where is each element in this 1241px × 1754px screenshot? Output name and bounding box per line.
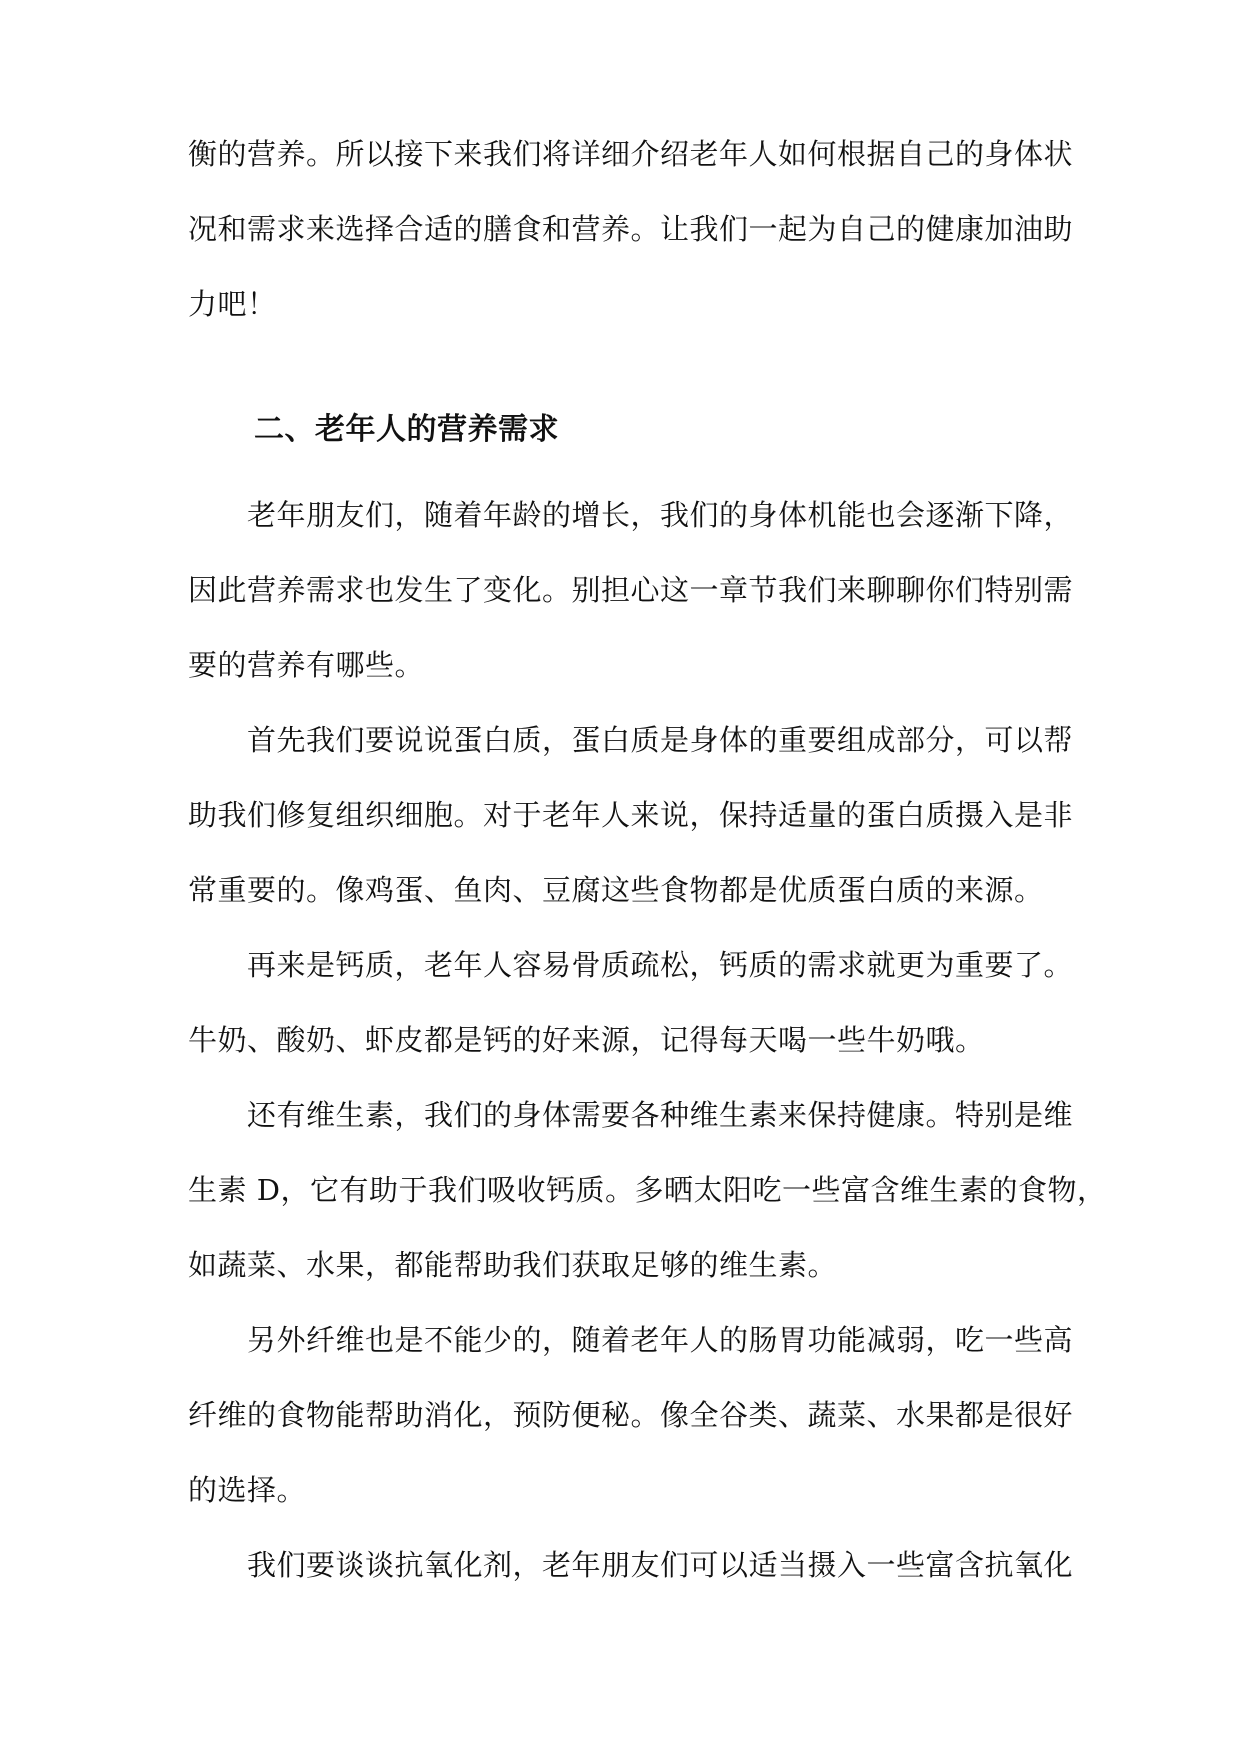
paragraph-aging-needs bbox=[188, 478, 1074, 703]
paragraph-line: 牛奶、酸奶、虾皮都是钙的好来源，记得每天喝一些牛奶哦。 bbox=[188, 1023, 985, 1057]
paragraph-line: 还有维生素，我们的身体需要各种维生素来保持健康。特别是维 bbox=[247, 1098, 1074, 1132]
paragraph-line: 再来是钙质，老年人容易骨质疏松，钙质的需求就更为重要了。 bbox=[247, 948, 1074, 982]
paragraph-line: 因此营养需求也发生了变化。别担心这一章节我们来聊聊你们特别需 bbox=[188, 573, 1074, 607]
paragraph-line: 我们要谈谈抗氧化剂，老年朋友们可以适当摄入一些富含抗氧化 bbox=[247, 1548, 1074, 1582]
intro-line-2: 况和需求来选择合适的膳食和营养。让我们一起为自己的健康加油助 bbox=[188, 212, 1074, 246]
paragraph-line: 要的营养有哪些。 bbox=[188, 648, 425, 682]
intro-paragraph bbox=[188, 117, 1074, 342]
paragraph-line: 生素 D，它有助于我们吸收钙质。多晒太阳吃一些富含维生素的食物， bbox=[188, 1173, 1107, 1207]
paragraph-line: 的选择。 bbox=[188, 1473, 307, 1507]
intro-line-3: 力吧！ bbox=[188, 287, 277, 321]
section-heading: 二、老年人的营养需求 bbox=[254, 412, 559, 447]
paragraph-line: 常重要的。像鸡蛋、鱼肉、豆腐这些食物都是优质蛋白质的来源。 bbox=[188, 873, 1044, 907]
paragraph-calcium bbox=[188, 928, 1074, 1078]
paragraph-fiber bbox=[188, 1303, 1074, 1528]
paragraph-line: 首先我们要说说蛋白质，蛋白质是身体的重要组成部分，可以帮 bbox=[247, 723, 1074, 757]
paragraph-line: 纤维的食物能帮助消化，预防便秘。像全谷类、蔬菜、水果都是很好 bbox=[188, 1398, 1074, 1432]
paragraph-line: 如蔬菜、水果，都能帮助我们获取足够的维生素。 bbox=[188, 1248, 838, 1282]
intro-line-1: 衡的营养。所以接下来我们将详细介绍老年人如何根据自己的身体状 bbox=[188, 137, 1074, 171]
paragraph-line: 另外纤维也是不能少的，随着老年人的肠胃功能减弱，吃一些高 bbox=[247, 1323, 1074, 1357]
paragraph-protein bbox=[188, 703, 1074, 928]
paragraph-antioxidants bbox=[188, 1528, 1074, 1603]
paragraph-line: 老年朋友们，随着年龄的增长，我们的身体机能也会逐渐下降， bbox=[247, 498, 1074, 532]
paragraph-vitamins bbox=[188, 1078, 1107, 1303]
paragraph-line: 助我们修复组织细胞。对于老年人来说，保持适量的蛋白质摄入是非 bbox=[188, 798, 1074, 832]
